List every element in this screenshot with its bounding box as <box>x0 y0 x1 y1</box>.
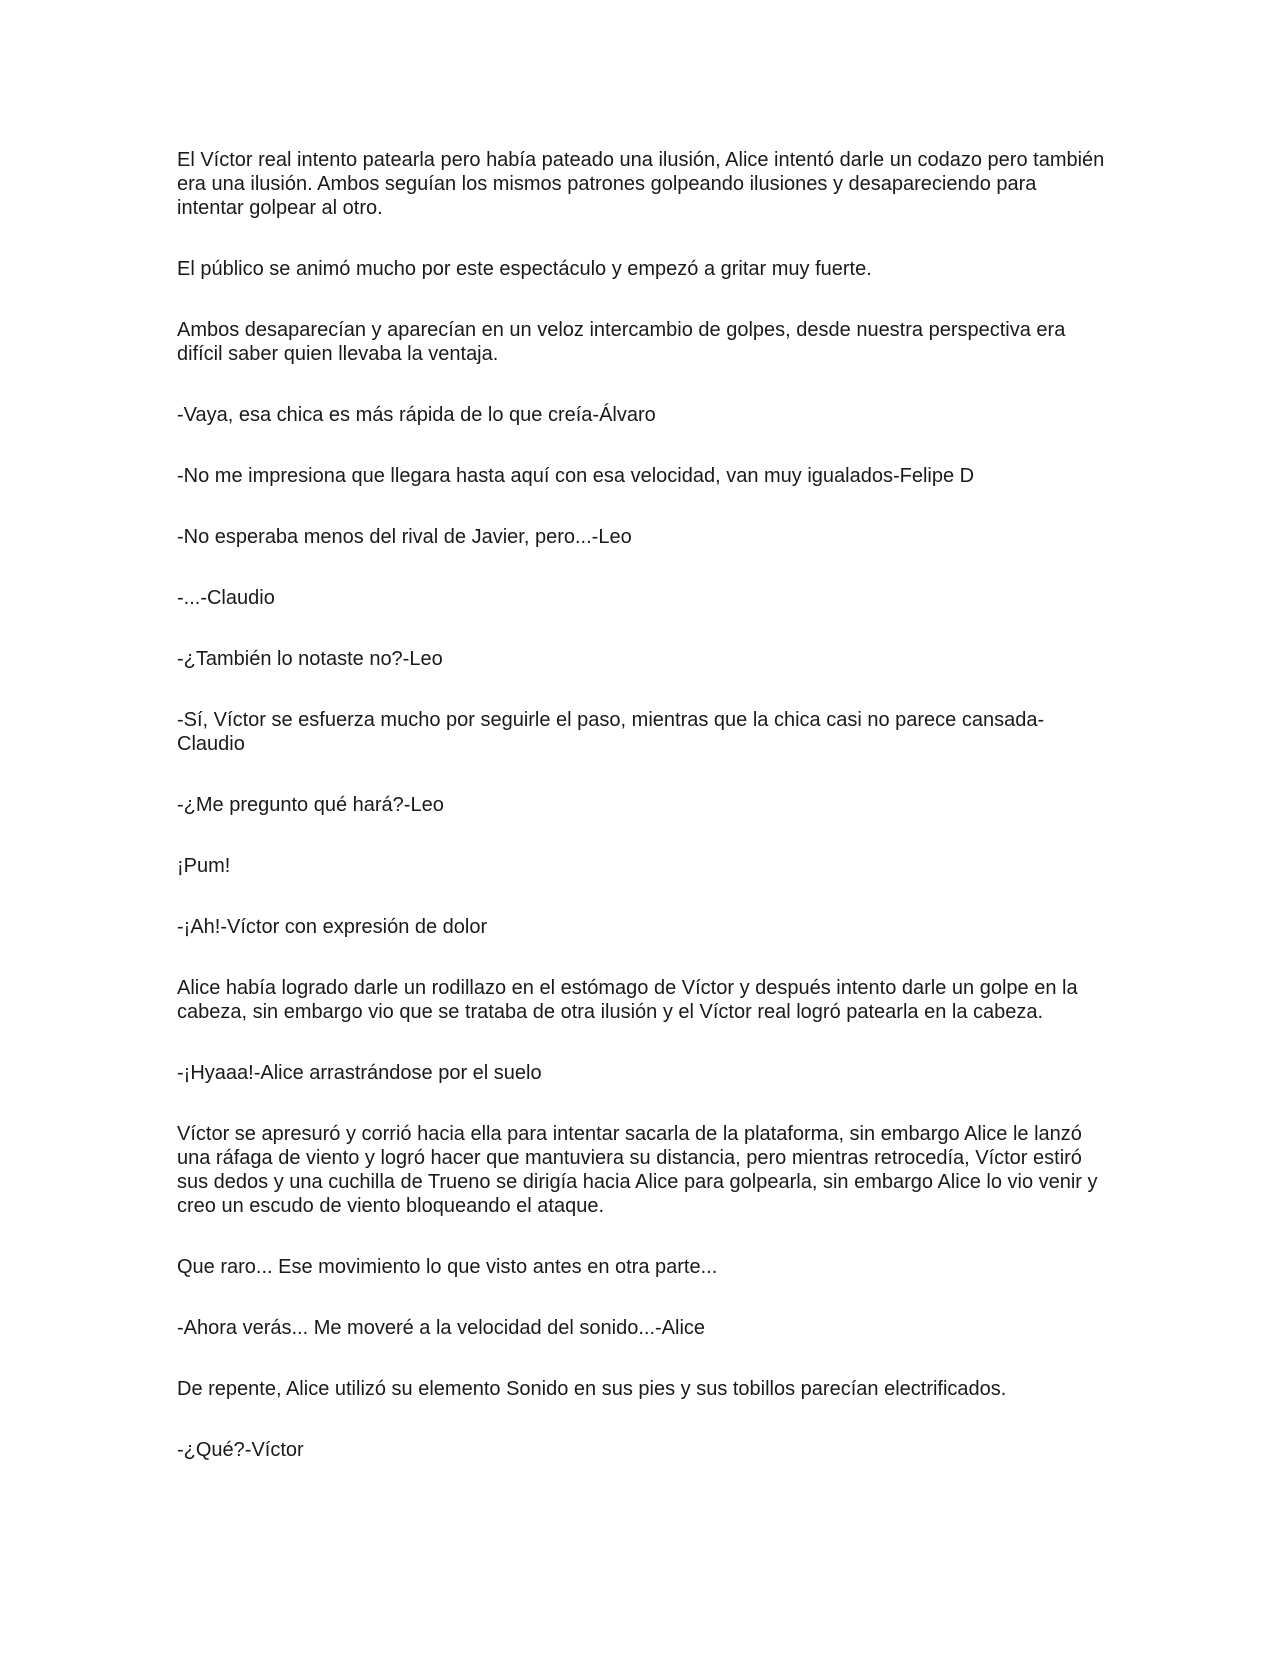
paragraph: Víctor se apresuró y corrió hacia ella para intentar sacarla de la plataforma, sin embargo Alice le lanzó una ráfaga de viento y logró hacer que mantuviera su distancia, pero mientras retrocedía, Víctor estiró sus dedos y una cuchilla de Trueno se dirigía hacia Alice para golpearla, sin embargo Alice lo vio venir y creo un escudo de viento bloqueando el ataque. <box>177 1123 1098 1217</box>
paragraph: Que raro... Ese movimiento lo que visto antes en otra parte... <box>177 1256 718 1278</box>
dialogue-line: -...-Claudio <box>177 587 275 609</box>
paragraph: Alice había logrado darle un rodillazo en el estómago de Víctor y después intento darle un golpe en la cabeza, sin embargo vio que se trataba de otra ilusión y el Víctor real logró patearla en la cabeza. <box>177 977 1078 1023</box>
paragraph: Ambos desaparecían y aparecían en un veloz intercambio de golpes, desde nuestra perspectiva era difícil saber quien llevaba la ventaja. <box>177 319 1066 365</box>
paragraph: ¡Pum! <box>177 855 231 877</box>
paragraph: El Víctor real intento patearla pero había pateado una ilusión, Alice intentó darle un codazo pero también era una ilusión. Ambos seguían los mismos patrones golpeando ilusiones y desapareciendo para intentar golpear al otro. <box>177 149 1105 219</box>
dialogue-line: -No me impresiona que llegara hasta aquí con esa velocidad, van muy igualados-Felipe D <box>177 465 975 487</box>
dialogue-line: -¿Qué?-Víctor <box>177 1439 304 1461</box>
dialogue-line: -Ahora verás... Me moveré a la velocidad del sonido...-Alice <box>177 1317 706 1339</box>
dialogue-line: -No esperaba menos del rival de Javier, pero...-Leo <box>177 526 632 548</box>
dialogue-line: -¡Ah!-Víctor con expresión de dolor <box>177 916 488 938</box>
dialogue-line: -¡Hyaaa!-Alice arrastrándose por el suelo <box>177 1062 542 1084</box>
dialogue-line: -¿También lo notaste no?-Leo <box>177 648 443 670</box>
paragraph: El público se animó mucho por este espectáculo y empezó a gritar muy fuerte. <box>177 258 872 280</box>
dialogue-line: -Vaya, esa chica es más rápida de lo que creía-Álvaro <box>177 404 656 426</box>
document-body <box>177 148 1107 1462</box>
paragraph: De repente, Alice utilizó su elemento Sonido en sus pies y sus tobillos parecían electrificados. <box>177 1378 1007 1400</box>
dialogue-line: -Sí, Víctor se esfuerza mucho por seguirle el paso, mientras que la chica casi no parece cansada-Claudio <box>177 709 1045 755</box>
dialogue-line: -¿Me pregunto qué hará?-Leo <box>177 794 444 816</box>
